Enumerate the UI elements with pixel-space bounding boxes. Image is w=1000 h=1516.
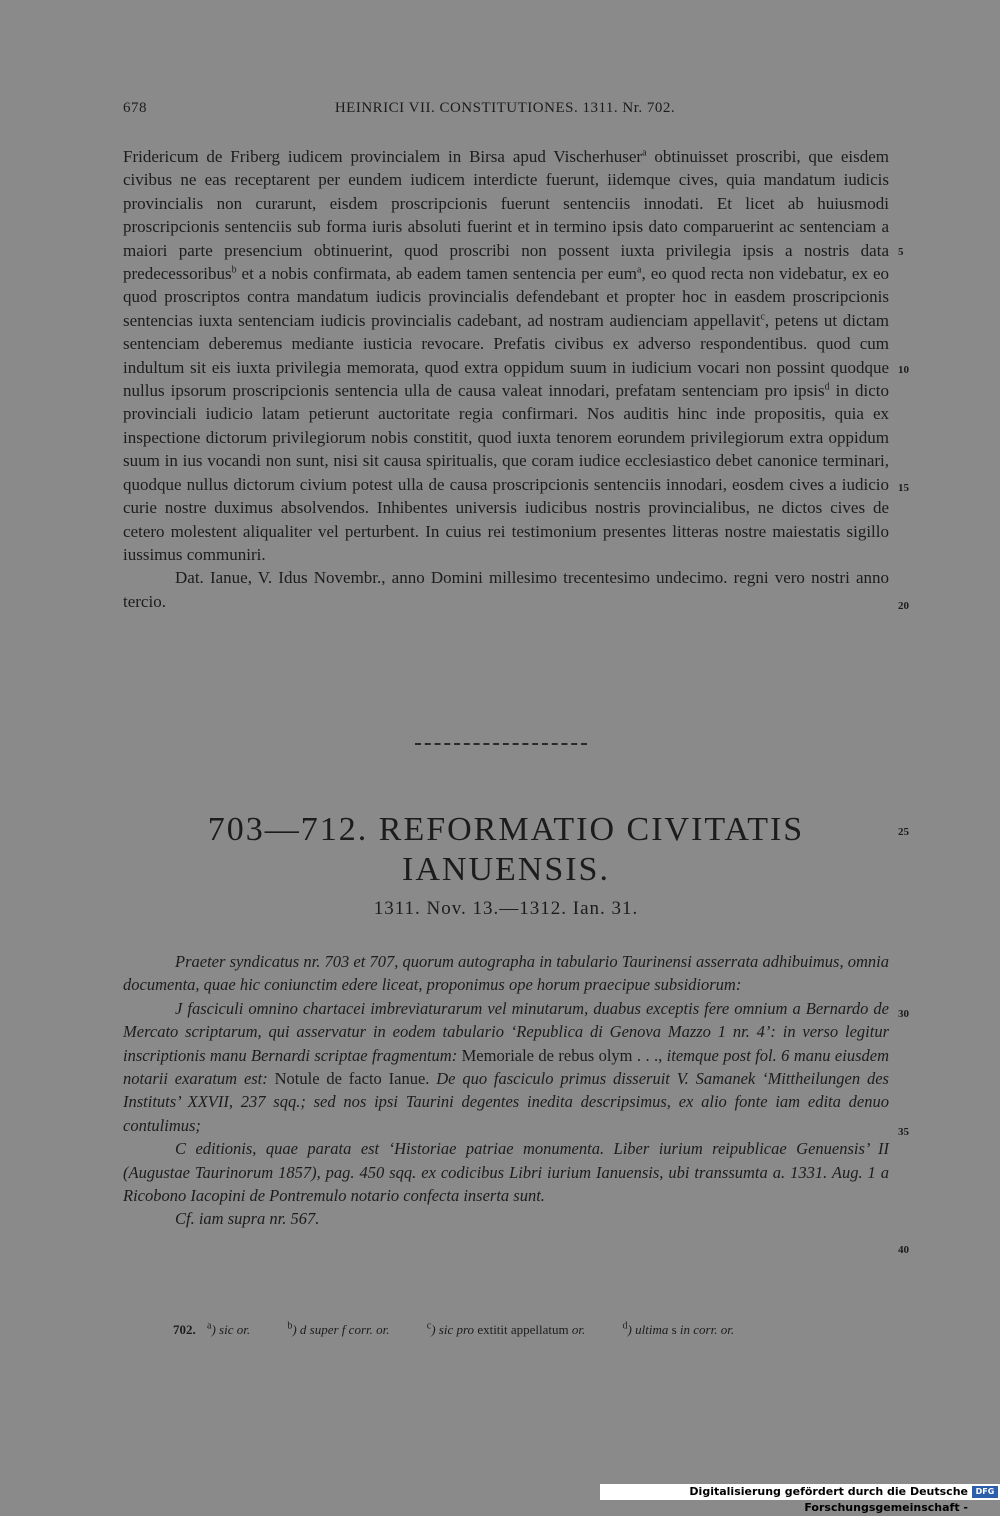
funding-banner <box>600 1484 1000 1514</box>
section-divider <box>415 743 587 746</box>
footnote-marker: c <box>760 311 765 323</box>
footnote-d: $^d$) ultima s in corr. or. <box>622 1320 735 1337</box>
section-dates: 1311. Nov. 13.—1312. Ian. 31. <box>373 898 639 919</box>
section-title-line-2: IANUENSIS. <box>402 851 610 888</box>
page-number: 678 <box>123 100 147 116</box>
footnotes <box>173 1322 893 1338</box>
footnote-marker: d <box>824 381 830 393</box>
line-number: 15 <box>898 482 909 494</box>
section-title-line-1: 703—712. REFORMATIO CIVITATIS <box>207 811 805 848</box>
main-text <box>123 145 889 613</box>
line-number: 35 <box>898 1126 909 1138</box>
intro-paragraph-4: Cf. iam supra nr. 567. <box>175 1209 320 1229</box>
footnote-marker: a <box>642 147 647 159</box>
main-paragraph-2: Dat. Ianue, V. Idus Novembr., anno Domini millesimo trecentesimo undecimo. regni vero nostri anno tercio. <box>123 568 889 611</box>
section-title <box>123 810 889 890</box>
line-number: 40 <box>898 1244 909 1256</box>
footnote-c: $^c$) sic pro extitit appellatum or. <box>426 1320 586 1337</box>
intro-paragraph-1: Praeter syndicatus nr. 703 et 707, quorum autographa in tabulario Taurinensi asserrata adhibuimus, omnia documenta, quae hic coniunctim edere liceat, proponimus ope horum praecipue subsidiorum: <box>123 952 889 995</box>
intro-text <box>123 950 889 1231</box>
line-number: 30 <box>898 1008 909 1020</box>
main-paragraph-1: Fridericum de Friberg iudicem provincialem in Birsa apud Vischerhuser$^a$ obtinuisset proscribi, que eisdem civibus ne eas receptarent per eundem iudicem interdicte fuerunt, iidemque cives, quia mandatum iudicis provincialis non curarunt, eisdem proscripcionis fuerunt sentenciis innodati. Et licet ab huiusmodi proscripcionis sentenciis sub forma iuris absoluti fuerint et in termino ipsis dato comparuerint ac sentenciam a maiori parte presencium obtinuerint, quod proscribi non possent iuxta privilegia ipsis a nostris data predecessoribus$^b$ et a nobis confirmata, ab eadem tamen sentencia per eum$^a$, eo quod recta non videbatur, ex eo quod proscriptos contra mandatum iudicis provincialis defendebant et propter hoc in easdem proscripcionis sentencias iuxta sentenciam iudicis provincialis cadebant, ad nostram audienciam appellavit$^c$, petens ut dictam sentenciam deberemus mediante iusticia revocare. Prefatis civibus ex adverso respondentibus. quod cum indultum sit eis iuxta privilegia memorata, quod extra oppidum suum in iudicium vocari non possint quodque nullus ipsorum proscripcionis sentencia ulla de causa valeat innodari, prefatam sentenciam pro ipsis$^d$ in dicto provinciali iudicio latam petierunt auctoritate regia confirmari. Nos auditis hinc inde propositis, quia ex inspectione dictorum privilegiorum nobis constitit, quod iuxta tenorem eorundem privilegiorum extra oppidum suum in ius vocandi non sunt, nisi sit causa spiritualis, que coram iudice ecclesiastico debet canonice terminari, quodque nullus dictorum civium potest ulla de causa proscripcionis sentenciis innodari, eosdem cives a iudicio curie nostre duximus absolvendos. Inhibentes universis iudicibus nostris provincialibus, ne dictos cives de cetero molestent aliqualiter vel perturbent. In cuius rei testimonium presentes litteras nostre maiestatis sigillo iussimus communiri. <box>123 147 890 564</box>
line-number: 20 <box>898 600 909 612</box>
line-number: 5 <box>898 246 904 258</box>
funding-text: Digitalisierung gefördert durch die Deutsche Forschungsgemeinschaft - <box>689 1485 968 1514</box>
running-title: HEINRICI VII. CONSTITUTIONES. 1311. Nr. 702. <box>334 100 676 116</box>
footnote-a: $^a$) sic or. <box>207 1320 251 1337</box>
footnote-lead: 702. <box>173 1322 196 1337</box>
footnote-marker: b <box>231 264 237 276</box>
intro-paragraph-3: C editionis, quae parata est ‘Historiae patriae monumenta. Liber iurium reipublicae Genuensis’ II (Augustae Taurinorum 1857), pag. 450 sqq. ex codicibus Libri iurium Ianuensis, ubi transsumta a. 1331. Aug. 1 a Ricobono Iacopini de Pontremulo notario confecta inserta sunt. <box>123 1139 889 1206</box>
line-number: 10 <box>898 364 909 376</box>
dfg-logo-icon: DFG <box>972 1486 998 1498</box>
intro-paragraph-2: J fasciculi omnino chartacei imbreviaturarum vel minutarum, duabus exceptis fere omnium a Bernardo de Mercato scriptarum, qui asservatur in eodem tabulario ‘Republica di Genova Mazzo 1 nr. 4’: in verso legitur inscriptionis manu Bernardi scriptae fragmentum: Memoriale de rebus olym . . ., itemque post fol. 6 manu eiusdem notarii exaratum est: Notule de facto Ianue. De quo fasciculo primus disseruit V. Samanek ‘Mittheilungen des Instituts’ XXVII, 237 sqq.; sed nos ipsi Taurini degentes inedita descripsimus, ex alio fonte iam edita denuo contulimus; <box>123 998 889 1135</box>
line-number: 25 <box>898 826 909 838</box>
footnote-marker: a <box>637 264 642 276</box>
footnote-b: $^b$) d super f corr. or. <box>287 1320 390 1337</box>
